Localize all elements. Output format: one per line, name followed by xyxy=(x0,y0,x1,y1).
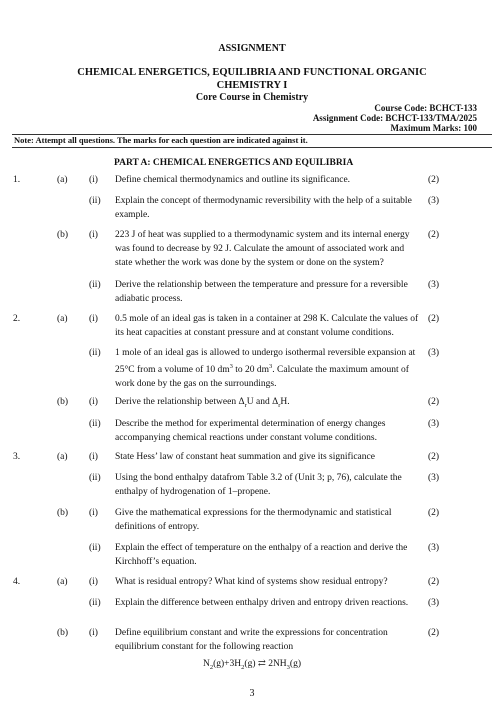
question-marks: (2) xyxy=(428,452,440,462)
question-marks: (3) xyxy=(428,280,440,290)
question-text: Define chemical thermodynamics and outline its significance. xyxy=(115,175,351,185)
question-roman: (i) xyxy=(89,577,98,587)
question-text: Explain the concept of thermodynamic reversibility with the help of a suitable example. xyxy=(115,196,412,220)
question-text: What is residual entropy? What kind of systems show residual entropy? xyxy=(115,577,388,587)
question-subpart: (b) xyxy=(57,508,69,518)
question-text: Define equilibrium constant and write the expressions for concentration equilibrium constant for the following reaction xyxy=(115,628,388,652)
question-number: 2. xyxy=(13,314,21,324)
question-roman: (ii) xyxy=(89,280,101,290)
course-subtitle: Core Course in Chemistry xyxy=(195,92,309,103)
text-part: Derive the relationship between Δ xyxy=(115,397,245,407)
question-subpart: (b) xyxy=(57,628,69,638)
question-subpart: (b) xyxy=(57,397,69,407)
question-text: State Hess’ law of constant heat summation and give its significance xyxy=(115,452,375,462)
question-roman: (i) xyxy=(89,452,98,462)
question-subpart: (a) xyxy=(57,314,68,324)
question-marks: (2) xyxy=(428,230,440,240)
question-marks: (2) xyxy=(428,314,440,324)
subscript: r xyxy=(278,401,281,409)
question-subpart: (a) xyxy=(57,577,68,587)
assignment-code: Assignment Code: BCHCT-133/TMA/2025 xyxy=(312,113,477,123)
question-marks: (3) xyxy=(428,348,440,358)
text-part: 1 mole of an ideal gas is allowed to undergo isothermal reversible expansion at 25°C from a volume of 10 dm xyxy=(115,348,416,376)
question-text: Using the bond enthalpy datafrom Table 3.2 of (Unit 3; p, 76), calculate the enthalpy of hydrogenation of 1–propene. xyxy=(115,473,402,497)
divider-bottom xyxy=(12,147,492,148)
eq-part: (g) ⇄ 2NH xyxy=(244,659,287,669)
question-marks: (3) xyxy=(428,598,440,608)
question-marks: (3) xyxy=(428,196,440,206)
question-marks: (2) xyxy=(428,628,440,638)
instructions-note: Note: Attempt all questions. The marks for each question are indicated against it. xyxy=(14,135,308,145)
chemical-equation xyxy=(0,658,504,671)
eq-part: (g)+3H xyxy=(213,659,242,669)
subscript: r xyxy=(244,401,247,409)
question-roman: (i) xyxy=(89,628,98,638)
question-marks: (2) xyxy=(428,508,440,518)
part-title: PART A: CHEMICAL ENERGETICS AND EQUILIBRIA xyxy=(114,158,354,168)
question-number: 4. xyxy=(13,577,21,587)
page-number: 3 xyxy=(249,688,255,699)
max-marks: Maximum Marks: 100 xyxy=(390,123,477,133)
question-roman: (i) xyxy=(89,175,98,185)
question-text: Describe the method for experimental determination of energy changes accompanying chemical reactions under constant volume conditions. xyxy=(115,419,386,443)
course-title-line2: CHEMISTRY I xyxy=(216,80,288,91)
question-number: 3. xyxy=(13,452,21,462)
eq-subscript: 2 xyxy=(209,663,214,671)
question-roman: (ii) xyxy=(89,348,101,358)
eq-subscript: 2 xyxy=(241,663,245,671)
question-roman: (i) xyxy=(89,508,98,518)
question-text: Explain the difference between enthalpy driven and entropy driven reactions. xyxy=(115,598,409,608)
question-subpart: (a) xyxy=(57,175,68,185)
question-text: 223 J of heat was supplied to a thermodynamic system and its internal energy was found to decrease by 92 J. Calculate the amount of associated work and state whether the work was done by the system or done on the system? xyxy=(115,230,410,268)
question-text: Derive the relationship between the temperature and pressure for a reversible adiabatic process. xyxy=(115,280,408,304)
question-roman: (ii) xyxy=(89,543,101,553)
question-roman: (i) xyxy=(89,314,98,324)
superscript: 3 xyxy=(229,363,233,370)
question-roman: (i) xyxy=(89,230,98,240)
question-text: Explain the effect of temperature on the enthalpy of a reaction and derive the Kirchhoff’s equation. xyxy=(115,543,408,567)
eq-subscript: 3 xyxy=(286,663,290,671)
question-marks: (2) xyxy=(428,397,440,407)
eq-part: (g) xyxy=(289,659,301,669)
question-roman: (i) xyxy=(89,397,98,407)
text-part: H. xyxy=(280,397,290,407)
question-marks: (3) xyxy=(428,419,440,429)
question-subpart: (b) xyxy=(57,230,69,240)
question-marks: (3) xyxy=(428,473,440,483)
course-title-line1: CHEMICAL ENERGETICS, EQUILIBRIA AND FUNCTIONAL ORGANIC xyxy=(77,67,427,78)
eq-part: N xyxy=(202,659,210,669)
question-text xyxy=(115,346,420,391)
text-part: U and Δ xyxy=(246,397,279,407)
question-marks: (2) xyxy=(428,577,440,587)
question-roman: (ii) xyxy=(89,419,101,429)
question-marks: (3) xyxy=(428,543,440,553)
question-roman: (ii) xyxy=(89,196,101,206)
question-text xyxy=(115,395,420,413)
question-marks: (2) xyxy=(428,175,440,185)
question-roman: (ii) xyxy=(89,598,101,608)
question-roman: (ii) xyxy=(89,473,101,483)
question-text: Give the mathematical expressions for the thermodynamic and statistical definitions of entropy. xyxy=(115,508,392,532)
text-part: to 20 dm xyxy=(232,365,270,376)
course-code: Course Code: BCHCT-133 xyxy=(374,103,477,113)
assignment-heading: ASSIGNMENT xyxy=(218,43,286,54)
superscript: 3 xyxy=(269,363,273,370)
text-part: . Calculate the maximum amount of work done by the gas on the surroundings. xyxy=(115,365,409,390)
question-subpart: (a) xyxy=(57,452,68,462)
question-number: 1. xyxy=(13,175,21,185)
question-text: 0.5 mole of an ideal gas is taken in a container at 298 K. Calculate the values of its heat capacities at constant pressure and at constant volume conditions. xyxy=(115,314,419,338)
